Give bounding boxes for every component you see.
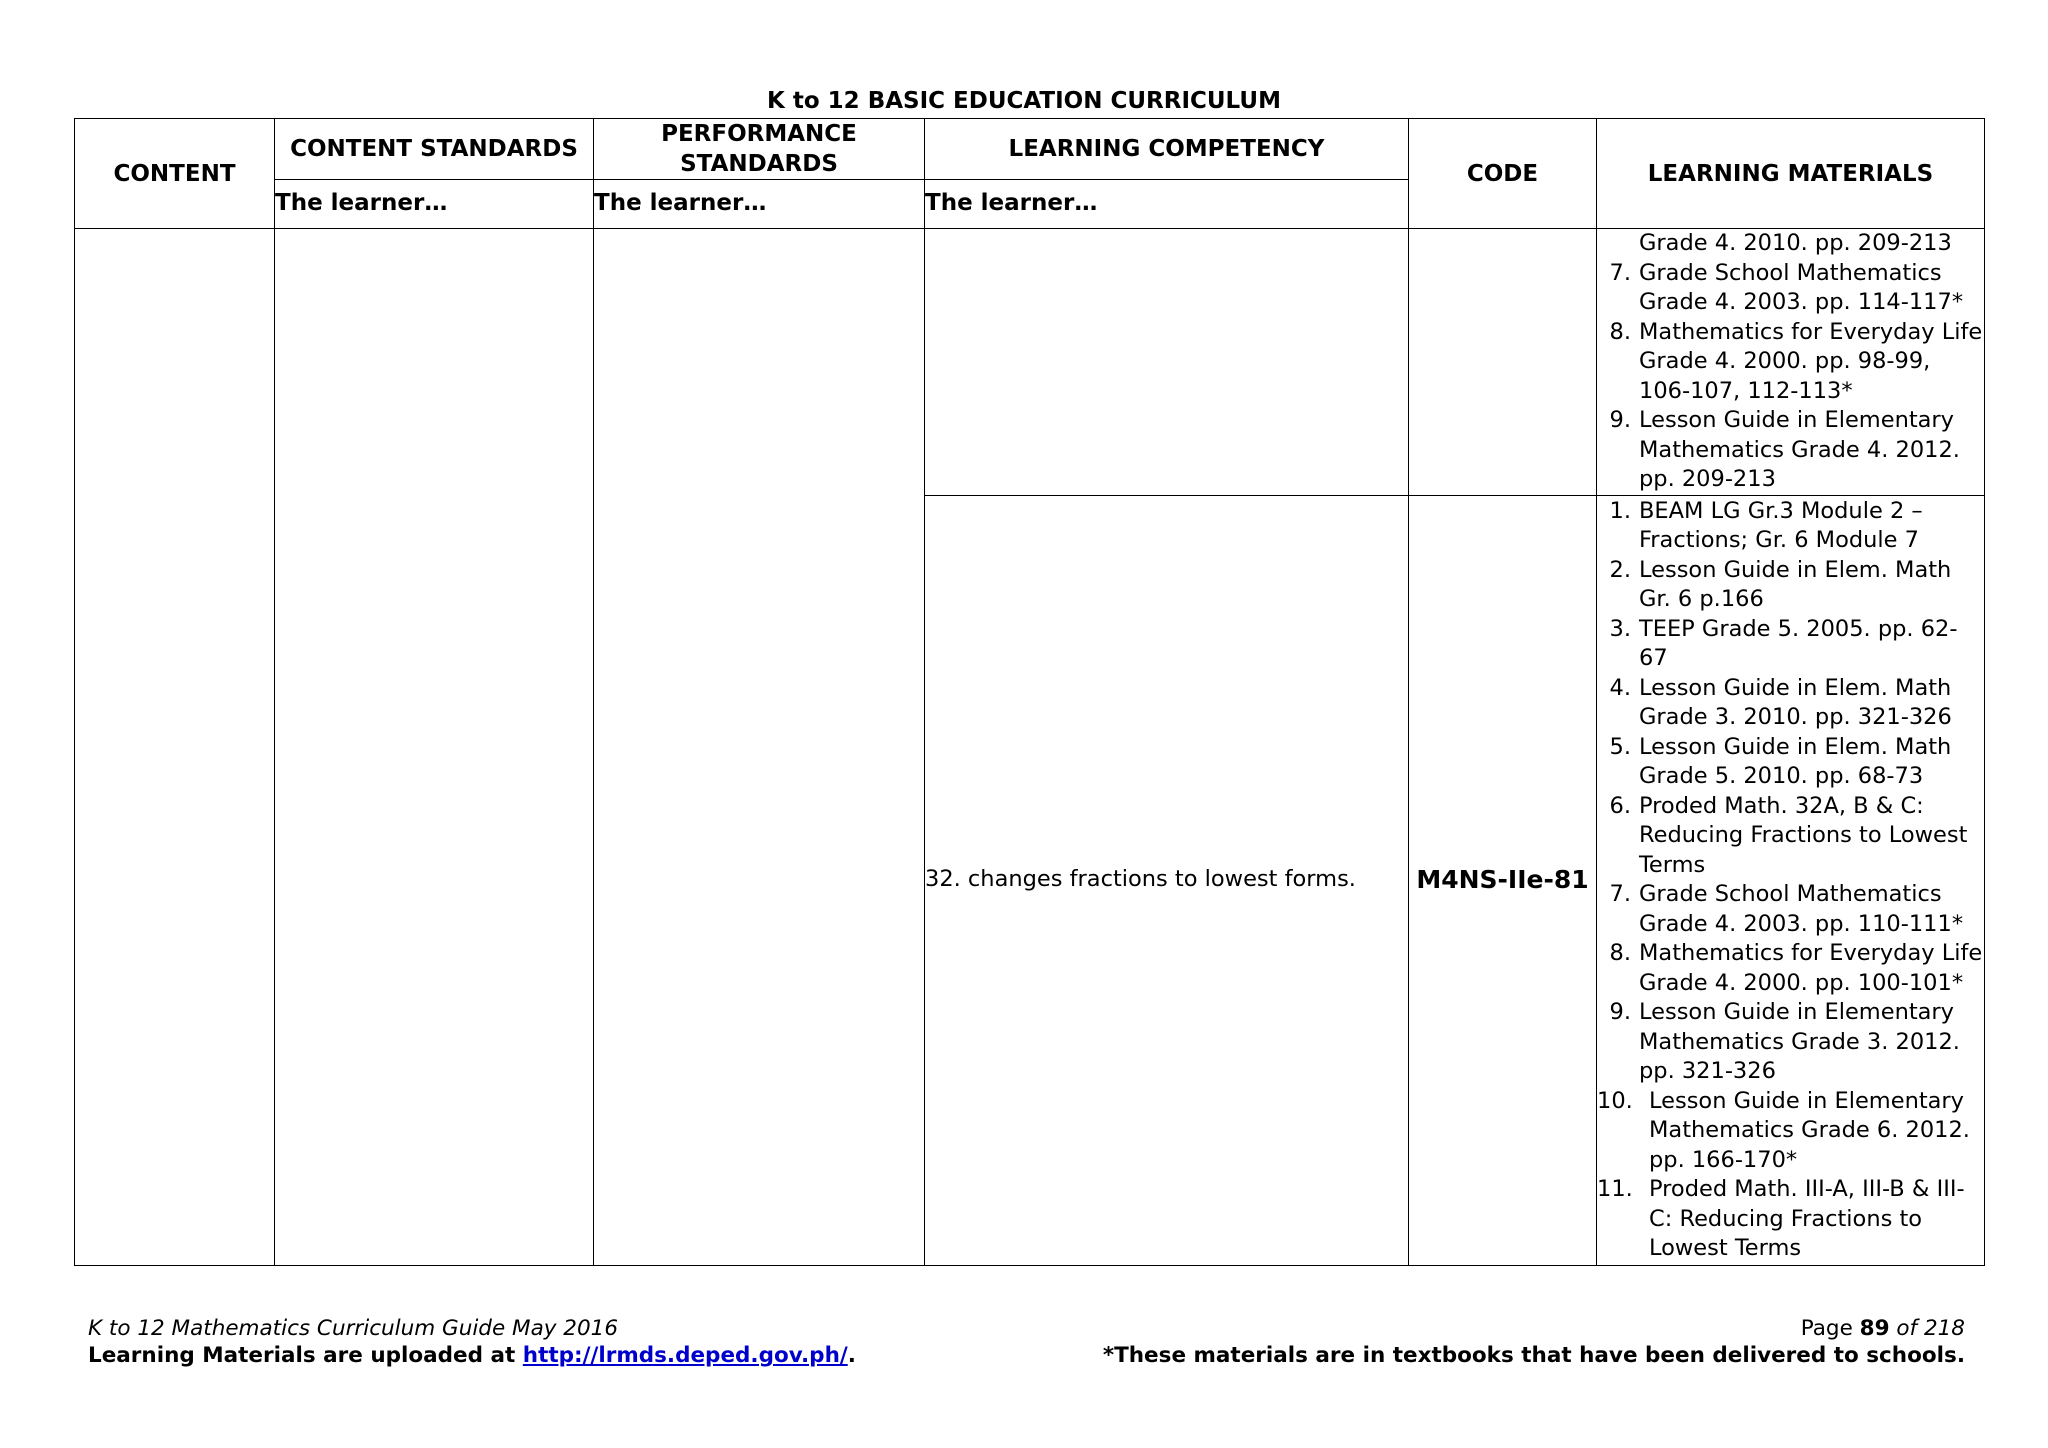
- materials-cell: [1597, 229, 1985, 496]
- header-learning-materials: LEARNING MATERIALS: [1597, 119, 1985, 229]
- list-item: 9. Lesson Guide in Elementary Mathematics Grade 4. 2012. pp. 209-213: [1609, 407, 1960, 492]
- list-item: 7. Grade School Mathematics Grade 4. 2003. pp. 110-111*: [1609, 881, 1964, 937]
- table-row: [75, 229, 1985, 496]
- header-code: CODE: [1409, 119, 1597, 229]
- header-content-standards: CONTENT STANDARDS: [275, 119, 594, 180]
- list-item: 5. Lesson Guide in Elem. Math Grade 5. 2010. pp. 68-73: [1609, 733, 1952, 789]
- list-item: 6. Proded Math. 32A, B & C: Reducing Fractions to Lowest Terms: [1609, 792, 1968, 878]
- header-performance-standards: PERFORMANCE STANDARDS: [594, 119, 925, 180]
- content-cell: [75, 229, 275, 1266]
- code-cell: [1409, 229, 1597, 496]
- list-item: Grade 4. 2010. pp. 209-213: [1639, 230, 1952, 256]
- list-item: 1. BEAM LG Gr.3 Module 2 – Fractions; Gr. 6 Module 7: [1609, 497, 1923, 553]
- list-item: 9. Lesson Guide in Elementary Mathematics Grade 3. 2012. pp. 321-326: [1609, 999, 1960, 1084]
- content-standards-cell: [275, 229, 594, 1266]
- list-item: 3. TEEP Grade 5. 2005. pp. 62-67: [1609, 615, 1958, 671]
- list-item: 4. Lesson Guide in Elem. Math Grade 3. 2010. pp. 321-326: [1609, 674, 1952, 730]
- materials-list: [1597, 497, 1984, 1264]
- competency-cell: [925, 229, 1409, 496]
- materials-cell: [1597, 495, 1985, 1265]
- list-item: 7. Grade School Mathematics Grade 4. 2003. pp. 114-117*: [1609, 259, 1964, 315]
- list-item: 8. Mathematics for Everyday Life Grade 4. 2000. pp. 98-99, 106-107, 112-113*: [1609, 318, 1983, 404]
- list-item: 8. Mathematics for Everyday Life Grade 4. 2000. pp. 100-101*: [1609, 940, 1983, 996]
- curriculum-table: [74, 118, 1985, 1266]
- page-number: Page 89 of 218: [1800, 1316, 1965, 1341]
- uploaded-note: Learning Materials are uploaded at http://lrmds.deped.gov.ph/.: [88, 1343, 856, 1368]
- header-learning-competency: LEARNING COMPETENCY: [925, 119, 1409, 180]
- footer-right: [1103, 1315, 1965, 1369]
- curriculum-guide-label: K to 12 Mathematics Curriculum Guide May 2016: [88, 1316, 619, 1341]
- performance-standards-cell: [594, 229, 925, 1266]
- list-item: 10. Lesson Guide in Elementary Mathematics Grade 6. 2012. pp. 166-170*: [1597, 1087, 1970, 1173]
- subheader-content-standards: The learner…: [275, 180, 594, 229]
- code-cell: M4NS-IIe-81: [1409, 495, 1597, 1265]
- document-title: K to 12 BASIC EDUCATION CURRICULUM: [767, 88, 1281, 114]
- lrmds-link[interactable]: http://lrmds.deped.gov.ph/: [522, 1343, 848, 1368]
- subheader-learning-competency: The learner…: [925, 180, 1409, 229]
- competency-cell: 32. changes fractions to lowest forms.: [925, 495, 1409, 1265]
- header-content: CONTENT: [75, 119, 275, 229]
- footer-left: [88, 1315, 856, 1369]
- subheader-performance-standards: The learner…: [594, 180, 925, 229]
- delivered-note: *These materials are in textbooks that have been delivered to schools.: [1102, 1343, 1965, 1368]
- list-item: 2. Lesson Guide in Elem. Math Gr. 6 p.166: [1609, 556, 1952, 612]
- materials-list: [1597, 229, 1984, 495]
- list-item: 11. Proded Math. III-A, III-B & III-C: Reducing Fractions to Lowest Terms: [1597, 1176, 1965, 1261]
